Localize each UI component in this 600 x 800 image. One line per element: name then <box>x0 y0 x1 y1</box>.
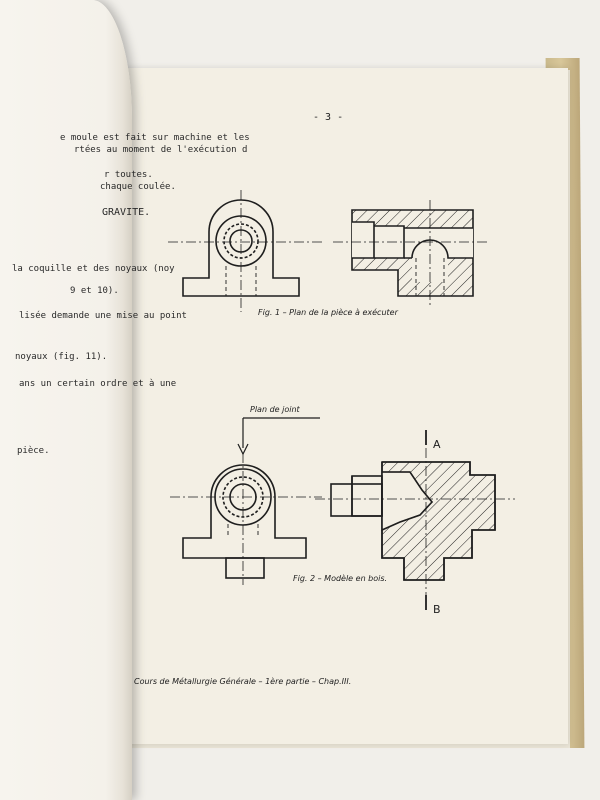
left-page-line: pièce. <box>17 446 50 456</box>
left-page-line: r toutes. <box>104 170 153 180</box>
fig2-section-view <box>315 430 515 610</box>
left-page-line: noyaux (fig. 11). <box>15 352 108 362</box>
fig1-caption: Fig. 1 – Plan de la pièce à exécuter <box>258 308 398 317</box>
parting-plane-label: Plan de joint <box>250 405 300 414</box>
section-label-a: A <box>433 438 441 451</box>
left-page-line: la coquille et des noyaux (noy <box>12 264 175 274</box>
left-page-line: chaque coulée. <box>100 182 176 192</box>
fig2-caption: Fig. 2 – Modèle en bois. <box>293 574 388 583</box>
section-label-b: B <box>433 603 441 616</box>
left-page-line: 9 et 10). <box>70 286 119 296</box>
page-footer: Cours de Métallurgie Générale – 1ère partie – Chap.III. <box>134 677 352 686</box>
left-page-line: GRAVITE. <box>102 207 151 218</box>
page-number: - 3 - <box>313 112 344 123</box>
left-page-line: ans un certain ordre et à une <box>19 379 177 389</box>
fig1-section-view <box>333 200 490 306</box>
left-page-line: e moule est fait sur machine et les <box>60 133 250 143</box>
left-page-line: rtées au moment de l'exécution d <box>74 145 248 155</box>
fig1-front-view <box>168 190 322 312</box>
left-page-line: lisée demande une mise au point <box>19 311 187 321</box>
fig2-front-view <box>170 418 322 585</box>
